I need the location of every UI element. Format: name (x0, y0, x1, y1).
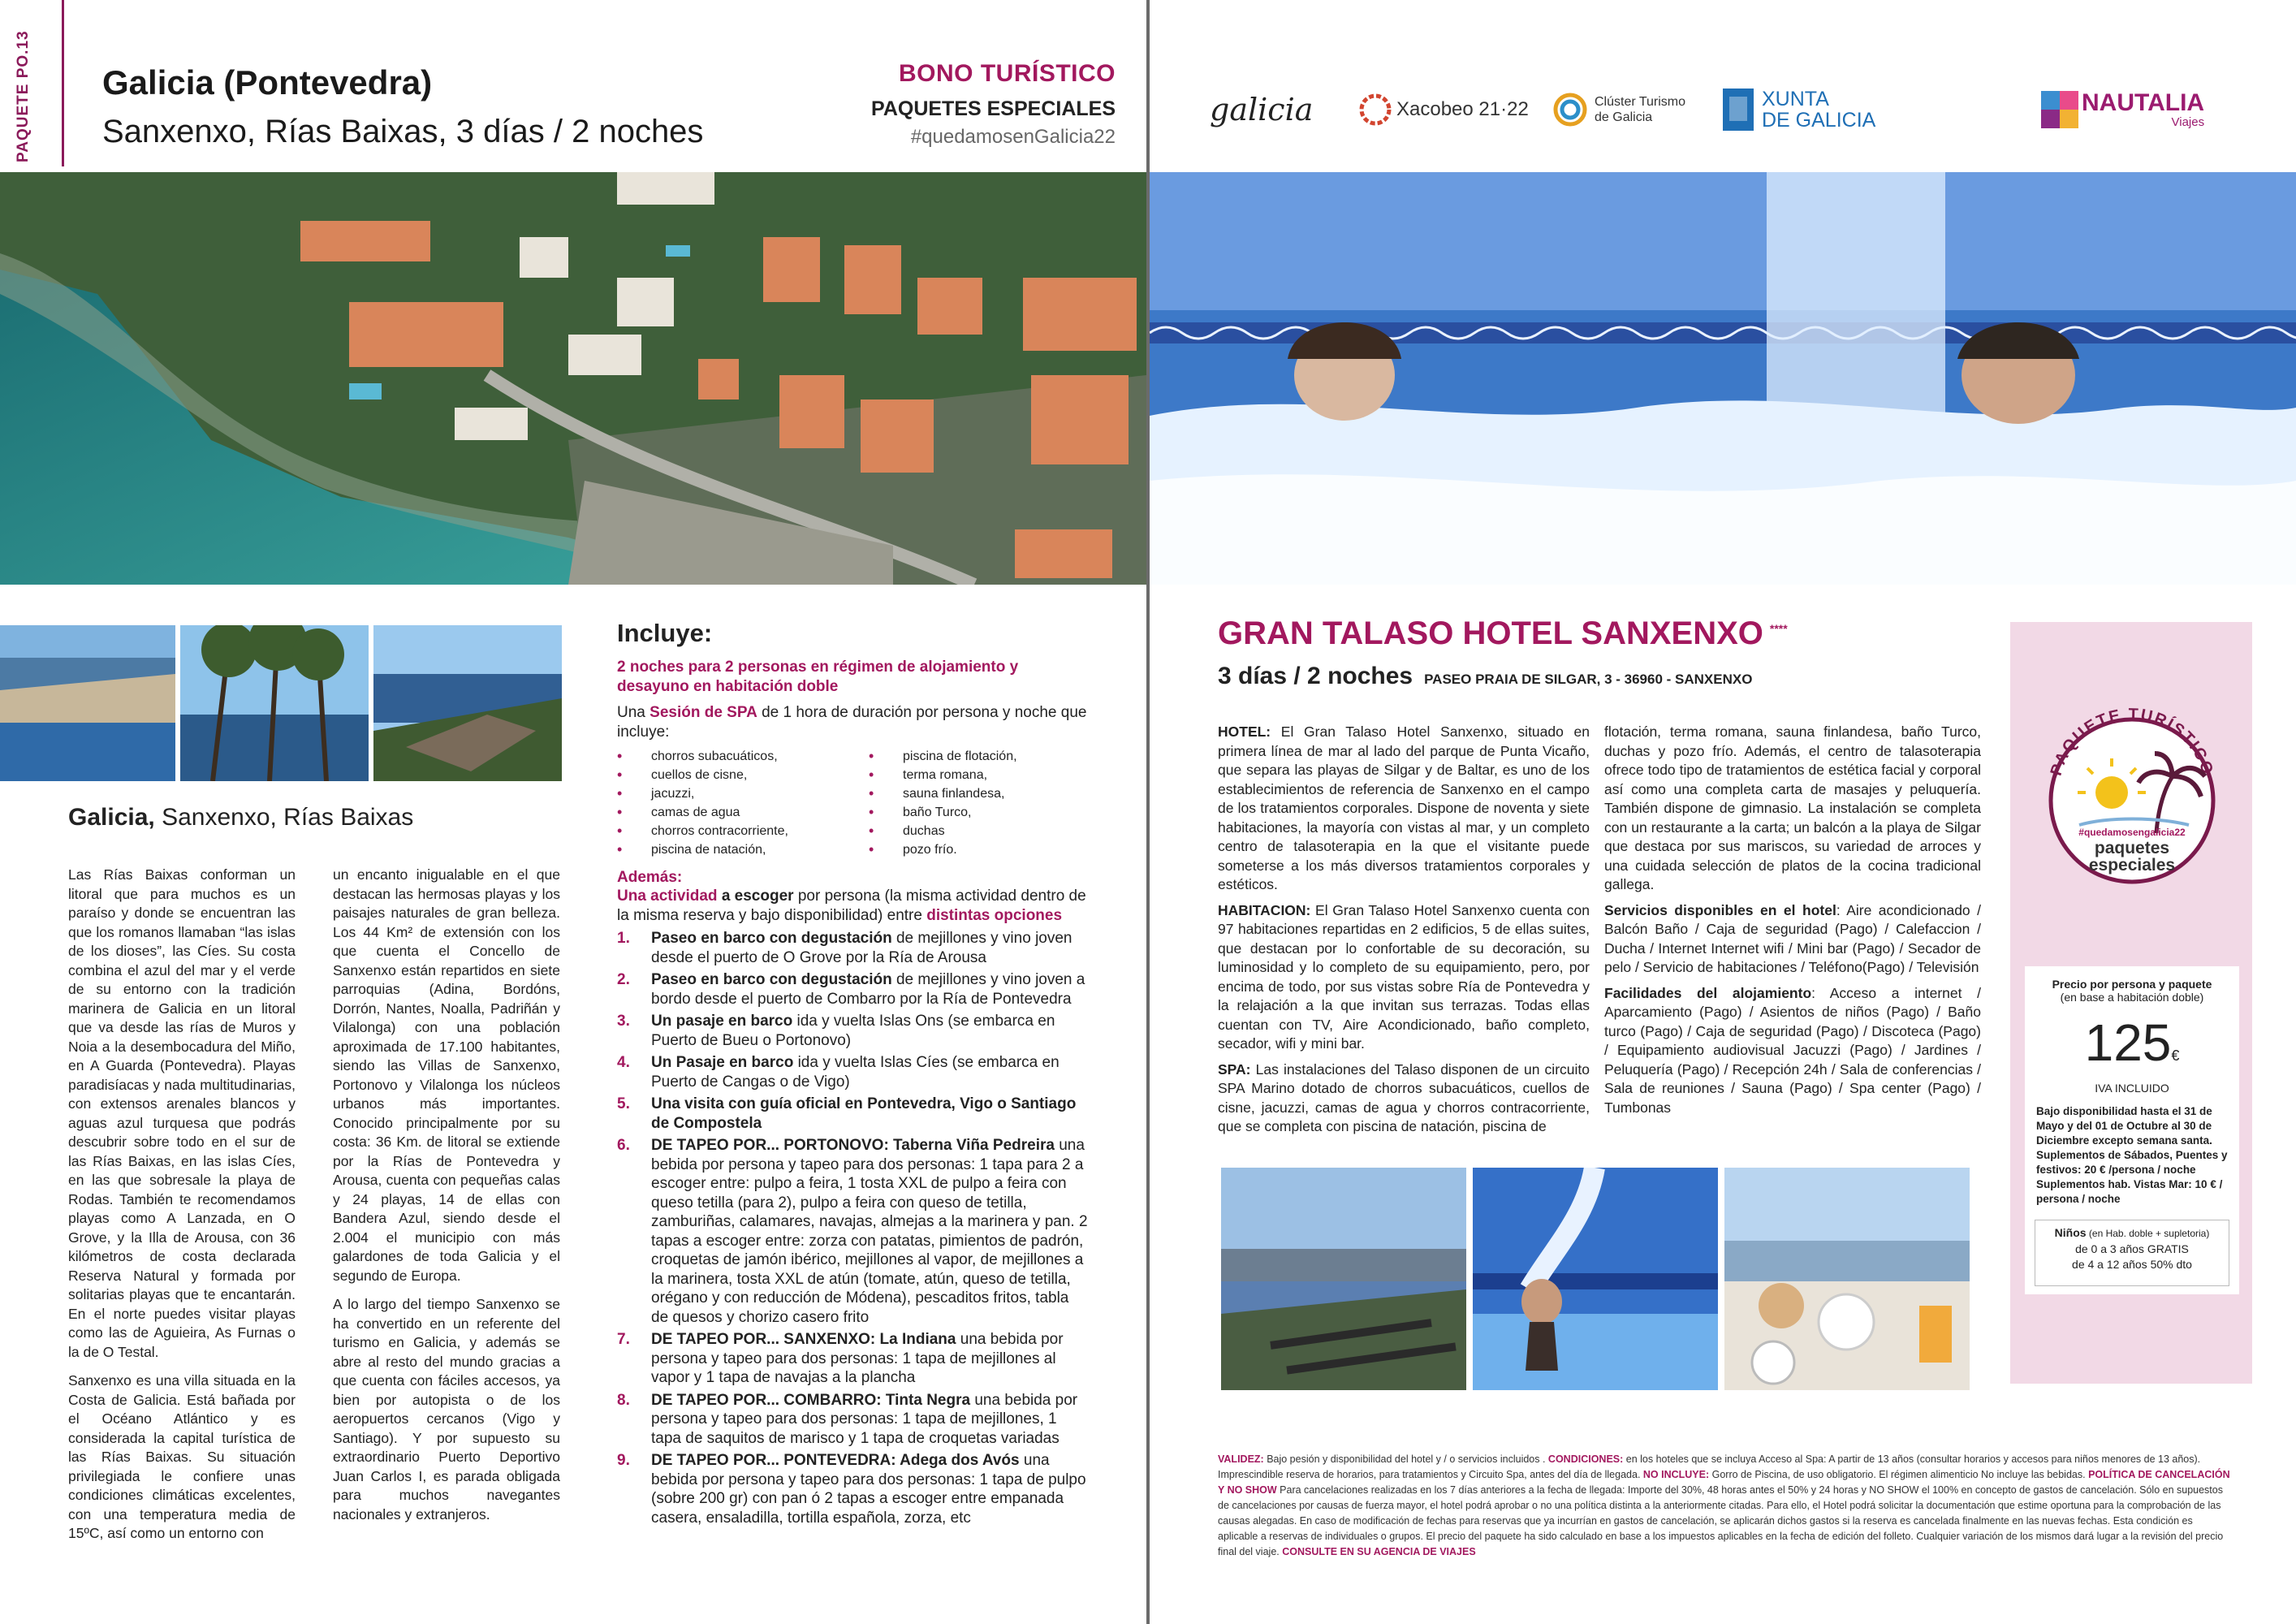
activity-options-list (617, 929, 1088, 1527)
list-item: • cuellos de cisne, (617, 766, 861, 784)
nautalia-mark-icon (2041, 91, 2078, 128)
option-number: 7. (617, 1331, 630, 1348)
option-number: 8. (617, 1391, 630, 1409)
left-page (0, 0, 1146, 1624)
option-text: DE TAPEO POR... COMBARRO: Tinta Negra una bebida por persona y tapeo para dos personas: 1 tapa de mejillones, 1 tapa de saquitos de marisco y 1 tapa de croquetas variadas (651, 1391, 1078, 1447)
intro-paragraph: Sanxenxo es una villa situada en la Costa de Galicia. Está bañada por el Océano Atlántico y es considerada la capital turística de las Rías Baixas. Su situación privilegiada le confiere unas condiciones climáticas excelentes, con una temperatura media de 15ºC, así como un entorno con (68, 1372, 296, 1541)
hotel-stars: **** (1769, 621, 1788, 635)
hotel-description-column-1 (1218, 723, 1590, 1143)
spa-session-text: Una Sesión de SPA de 1 hora de duración por persona y noche que incluye: (617, 704, 1087, 741)
option-number: 3. (617, 1013, 630, 1030)
option-text: Paseo en barco con degustación de mejillones y vino joven desde el puerto de O Grove por la Ría de Arousa (651, 930, 1072, 966)
option-text: DE TAPEO POR... PORTONOVO: Taberna Viña Pedreira una bebida por persona y tapeo para dos personas: 1 tapa para 2 a escoger entre: pulpo a feira, 1 tosta XXL de pulpo a feira con queso tetilla (para 2), pulpo a feira con queso de tetilla, zamburiñas, calamares, navajas, almejas a la marinera y pan. 2 tapas a escoger entre: zorza con patatas, pimientos de padrón, croquetas de jamón ibérico, mejillones al vapor, de mejillones a la marinera, tosta XXL de atún (tomate, atún, queso de tetilla, orégano y con reducción de Módena), pescaditos fritos, tabla de quesos y chorizo casero frito (651, 1137, 1088, 1326)
list-item: • piscina de flotación, (869, 747, 1080, 766)
section-heading: Galicia, Sanxenxo, Rías Baixas (68, 804, 414, 831)
xunta-logo: XUNTA DE GALICIA (1723, 81, 1875, 138)
legal-label: POLÍTICA DE CANCELACIÓN Y NO SHOW (1218, 1469, 2230, 1496)
activity-option (617, 970, 1088, 1009)
option-text: DE TAPEO POR... SANXENXO: La Indiana una bebida por persona y tapeo para dos personas: 1 tapa de mejillones al vapor y 1 tapa de navajas a la plancha (651, 1331, 1064, 1386)
legal-text: Gorro de Piscina, de uso obligatorio. El régimen alimenticio No incluye las bebidas. (1709, 1469, 2089, 1480)
legal-label: VALIDEZ: (1218, 1453, 1264, 1465)
activity-option (617, 1095, 1088, 1133)
legal-label: CONSULTE EN SU AGENCIA DE VIAJES (1282, 1546, 1476, 1557)
galicia-logo: galicia (1210, 92, 1314, 127)
activity-option (617, 929, 1088, 967)
gallery-photo-breakfast (1724, 1168, 1970, 1390)
thumbnail-strip (0, 625, 568, 781)
hotel-description-column-2 (1604, 723, 1981, 1124)
legal-label: NO INCLUYE: (1642, 1469, 1710, 1480)
option-text: Paseo en barco con degustación de mejillones y vino joven a bordo desde el puerto de Combarro por la Ría de Pontevedra (651, 971, 1085, 1008)
list-item: • sauna finlandesa, (869, 784, 1080, 803)
option-number: 4. (617, 1054, 630, 1071)
thumbnail-bay (0, 625, 175, 781)
thumbnail-coast (373, 625, 562, 781)
activity-option (617, 1012, 1088, 1050)
spa-continued-paragraph: flotación, terma romana, sauna finlandesa, baño Turco, duchas y pozo frío. Además, el centro de talasoterapia ofrece todo tipo de tratamientos de estética facial y corporal así como una completa carta de masajes y peluquería. También dispone de gimnasio. La instalación se completa con un restaurante a la carta; un balcón a la playa de Silgar que destaca por sus mariscos, su variedad de arroces y una cuidada selección de platos de la cocina tradicional gallega. (1604, 723, 1981, 892)
thumbnail-pines (180, 625, 369, 781)
option-number: 1. (617, 930, 630, 947)
activity-intro: Una actividad a escoger por persona (la misma actividad dentro de la misma reserva y bajo disponibilidad) entre distintas opciones (617, 888, 1086, 924)
list-item: • duchas (869, 822, 1080, 840)
includes-section (617, 619, 1088, 1527)
activity-option (617, 1451, 1088, 1527)
badge-hashtag: #quedamosengalicia22 (2078, 827, 2186, 838)
intro-paragraph: un encanto inigualable en el que destacan las hermosas playas y los paisajes naturales de gran belleza. Los 44 Km² de extensión con los que cuenta el Concello de Sanxenxo están repartidos en siete parroquias (Adina, Bordóns, Dorrón, Nantes, Noalla, Padriñán y Vilalonga) con una población aproximada de 17.100 habitantes, siendo las Villas de Sanxenxo, Portonovo y Vilalonga los núcleos urbanos más importantes. Conocido principalmente por su costa: 36 Km. de litoral se extiende por la Rías de Pontevedra y Arousa, cuenta con pequeñas calas y 24 playas, 14 de ellas con Bandera Azul, siendo desde el 2.004 el municipio con más galardones de toda Galicia y el segundo de Europa. (333, 866, 560, 1284)
price-conditions: Bajo disponibilidad hasta el 31 de Mayo y del 01 de Octubre al 30 de Diciembre excepto semana santa. Suplementos de Sábados, Puentes y festivos: 20 € /persona / noche Suplementos hab. Vistas Mar: 10 € / persona / noche (2036, 1105, 2228, 1205)
svg-text:PAQUETE TURÍSTICO: PAQUETE TURÍSTICO (2047, 705, 2217, 778)
bono-turistico-block (871, 60, 1116, 149)
activity-option (617, 1391, 1088, 1449)
price-sublabel: (en base a habitación doble) (2060, 991, 2204, 1004)
xunta-shield-icon (1723, 89, 1754, 131)
list-item: • camas de agua (617, 803, 861, 822)
intro-column-2 (333, 866, 560, 1534)
list-item: • terma romana, (869, 766, 1080, 784)
option-text: Un Pasaje en barco ida y vuelta Islas Cíes (se embarca en Puerto de Cangas o de Vigo) (651, 1054, 1060, 1091)
paquete-turistico-badge (2035, 695, 2229, 890)
activity-option (617, 1053, 1088, 1091)
includes-heading: Incluye: (617, 619, 713, 647)
list-item: • chorros subacuáticos, (617, 747, 861, 766)
cluster-swirl-icon (1552, 92, 1588, 127)
cluster-turismo-logo: Clúster Turismo de Galicia (1552, 81, 1685, 138)
aerial-photo (0, 172, 1146, 585)
option-number: 6. (617, 1137, 630, 1154)
hotel-duration-address: 3 días / 2 noches PASEO PRAIA DE SILGAR, 3 - 36960 - SANXENXO (1218, 663, 1753, 689)
nautalia-logo: NAUTALIA Viajes (2041, 81, 2204, 138)
price-iva: IVA INCLUIDO (2095, 1082, 2169, 1095)
legal-text: Para cancelaciones realizadas en los 7 días anteriores a la fecha de llegada: Importe del 30%, 48 horas antes el 50% y 24 horas y NO SHOW el 100% en concepto de gastos de cancelación. Sólo en supuestos de cancelaciones por causas de fuerza mayor, el hotel podrá aprobar o no una política distinta a la anteriormente citadas. Para ello, el Hotel podrá solicitar la documentación que estime oportuna para la comprobación de las causas alegadas. En caso de modificación de fechas para reservas que ya incurrían en gastos de cancelación, se aplicarán dichos gastos si la reserva es cancelada finalmente en las nuevas fechas. Esta condición es aplicable a reservas de individuales o grupos. El precio del paquete ha sido calculado en base a los impuestos aplicables en la fecha de edición del folleto. Cualquier variación de los mismos dará lugar a la revisión del precio final del viaje. (1218, 1484, 2224, 1557)
option-number: 5. (617, 1095, 630, 1112)
intro-paragraph: Las Rías Baixas conforman un litoral que para muchos es un paraíso y donde se encuentran las que los romanos llamaban “las islas de los dioses”, las Cíes. Su costa combina el azul del mar y el verde de su entorno con la tradición marinera de Galicia en un litoral que va desde las rías de Muros y Noia a la desembocadura del Miño, en A Guarda (Pontevedra). Playas paradisíacas y nada multitudinarias, con extensos arenales blancos y aguas azul turquesa que podrás descubrir sobre todo en el sur de las Rías Baixas, en las islas Cíes, en las que sobresale la playa de Rodas. También te recomendamos playas como A Lanzada, en O Grove, y la Illa de Arousa, con 36 kilómetros de costa declarada Reserva Natural y formada por solitarias playas que te encantarán. En el norte puedes visitar playas como las de Aguieira, As Furnas o la de O Testal. (68, 866, 296, 1360)
includes-lead: 2 noches para 2 personas en régimen de alojamiento y desayuno en habitación doble (617, 659, 1019, 695)
option-text: Una visita con guía oficial en Pontevedra, Vigo o Santiago de Compostela (651, 1095, 1077, 1132)
bono-hashtag: #quedamosenGalicia22 (910, 126, 1116, 148)
badge-label: paquetes especiales (2088, 839, 2176, 875)
sponsor-logos (1150, 81, 2296, 146)
page-title: Galicia (Pontevedra) (102, 63, 433, 102)
hotel-paragraph: HOTEL: El Gran Talaso Hotel Sanxenxo, situado en primera línea de mar al lado del parque de Punta Vicaño, que separa las playas de Silgar y de Baltar, es uno de los establecimientos de referencia de Sanxenxo en el campo de los tratamientos corporales. Dispone de noventa y siete habitaciones, la mayoría con vistas al mar, y un completo centro de talasoterapia en la que el visitante puede someterse a los más diversos tratamientos corporales y estéticos. (1218, 723, 1590, 892)
spa-pool-photo (1150, 172, 2296, 585)
option-text: DE TAPEO POR... PONTEVEDRA: Adega dos Avós una bebida por persona y tapeo para dos personas: 1 tapa de pulpo (sobre 200 gr) con pan ó 2 tapas a escoger entre empanada casera, ensaladilla, tortilla española, zorza, etc (651, 1452, 1086, 1527)
xacobeo-shell-icon (1359, 93, 1392, 126)
facilities-paragraph: Facilidades del alojamiento: Acceso a internet / Aparcamiento (Pago) / Asientos de niños (Pago) / Baño turco (Pago) / Caja de seguridad (Pago) / Discoteca (Pago) / Equipamiento audiovisual Jacuzzi (Pago) / Jardines / Peluquería (Pago) / Recepción 24h / Sala de conferencias / Sala de reuniones / Sauna (Pago) / Spa center (Pago) / Tumbonas (1604, 984, 1981, 1116)
page-subtitle: Sanxenxo, Rías Baixas, 3 días / 2 noches (102, 114, 704, 149)
children-pricing: Niños (en Hab. doble + supletoria) de 0 a 3 años GRATIS de 4 a 12 años 50% dto (2035, 1220, 2229, 1286)
list-item: • jacuzzi, (617, 784, 861, 803)
option-number: 2. (617, 971, 630, 988)
legal-conditions (1218, 1452, 2231, 1560)
activity-option (617, 1136, 1088, 1327)
room-paragraph: HABITACION: El Gran Talaso Hotel Sanxenxo cuenta con 97 habitaciones repartidas en 2 edificios, 5 de ellas suites, que destacan por lo confortable de su decoración, su luminosidad y lo completo de su equipamiento, pero, por encima de todo, por sus vistas sobre Ría de Pontevedra y la relajación a la que invitan sus terrazas. Todas ellas cuentan con TV, Aire Acondicionado, baño completo, secador, wifi y mini bar. (1218, 901, 1590, 1052)
package-code-tab: PAQUETE PO.13 (15, 30, 32, 162)
intro-paragraph: A lo largo del tiempo Sanxenxo se ha convertido en un referente del turismo en Galicia, y además se abre al resto del mundo gracias a que cuenta con fáciles accesos, ya bien por autopista o de los aeropuertos cercanos (Vigo y Santiago). Y por supuesto su extraordinario Puerto Deportivo Juan Carlos I, es parada obligada para muchos navegantes nacionales y extranjeros. (333, 1296, 560, 1522)
ademas-heading: Además: (617, 869, 683, 886)
hotel-name: GRAN TALASO HOTEL SANXENXO **** (1218, 615, 1788, 651)
legal-text: en los hoteles que se incluya Acceso al Spa: A partir de 13 años (consultar horarios y accesos para niños menores de 13 años). Imprescindible reserva de horarios, para tratamientos y Circuito Spa, antes del día de llegada. (1218, 1453, 2201, 1480)
spa-paragraph: SPA: Las instalaciones del Talaso disponen de un circuito SPA Marino dotado de chorros subacuáticos, cuellos de cisne, jacuzzi, camas de agua y chorros contracorriente, que se completa con piscina de natación, piscina de (1218, 1060, 1590, 1134)
price-amount: 125€ (2084, 1013, 2180, 1072)
spa-bullet-list (617, 747, 1088, 859)
xacobeo-logo: Xacobeo 21·22 (1359, 81, 1529, 138)
price-label: Precio por persona y paquete (2052, 978, 2212, 991)
option-number: 9. (617, 1452, 630, 1469)
list-item: • baño Turco, (869, 803, 1080, 822)
list-item: • chorros contracorriente, (617, 822, 861, 840)
intro-column-1 (68, 866, 296, 1553)
list-item: • piscina de natación, (617, 840, 861, 859)
gallery-photo-terrace (1221, 1168, 1466, 1390)
services-paragraph: Servicios disponibles en el hotel: Aire acondicionado / Balcón Baño / Caja de seguridad (Pago) / Calefaccion / Ducha / Internet Internet wifi / Mini bar (Pago) / Secador de pelo / Servicio de habitaciones / Teléfono(Pago) / Televisión (1604, 901, 1982, 975)
legal-text: Bajo pesión y disponibilidad del hotel y / o servicios incluidos . (1263, 1453, 1548, 1465)
option-text: Un pasaje en barco ida y vuelta Islas Ons (se embarca en Puerto de Bueu o Portonovo) (651, 1013, 1055, 1049)
legal-label: CONDICIONES: (1547, 1453, 1624, 1465)
list-item: • pozo frío. (869, 840, 1080, 859)
bono-subtitle: PAQUETES ESPECIALES (871, 97, 1116, 120)
gallery-photo-waterfall (1473, 1168, 1718, 1390)
right-page (1150, 0, 2296, 1624)
bono-title: BONO TURÍSTICO (899, 60, 1116, 87)
activity-option (617, 1330, 1088, 1388)
